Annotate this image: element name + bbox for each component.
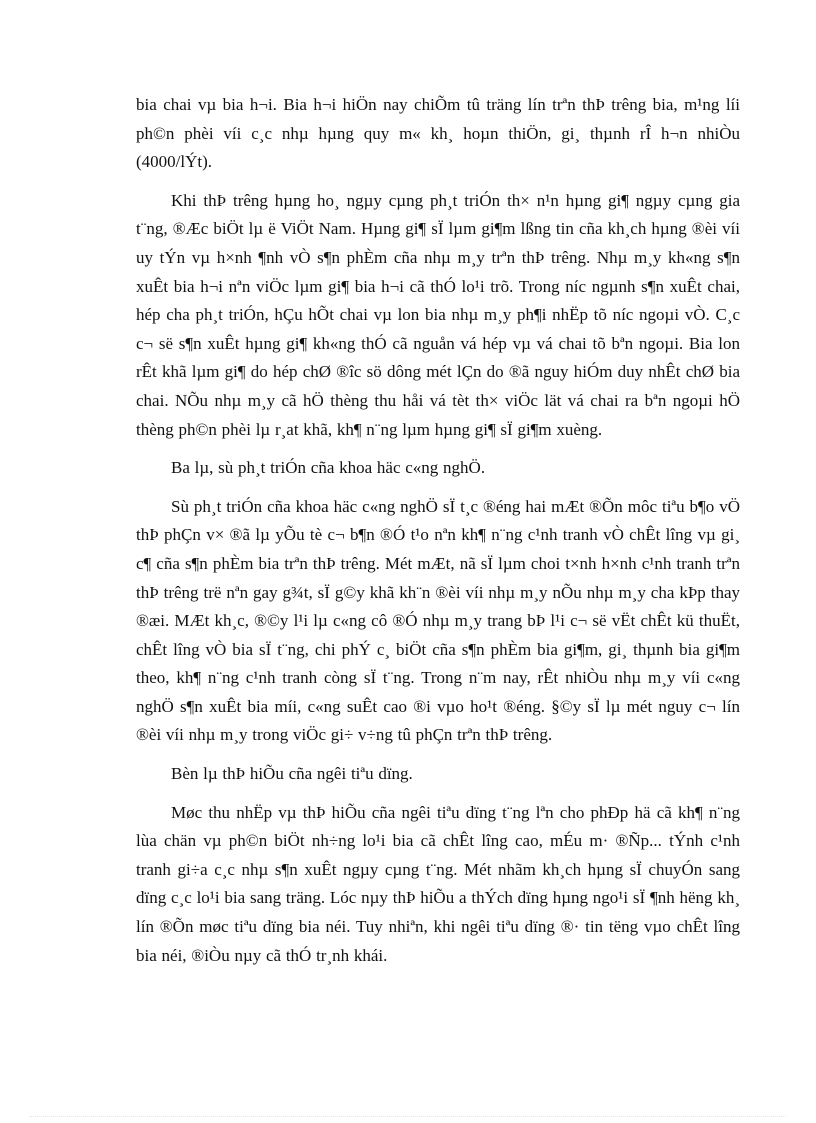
paragraph-heading-technology: Ba lµ, sù ph¸t triÓn cña khoa häc c«ng nghÖ.: [171, 458, 486, 478]
page-bottom-divider: [30, 1116, 786, 1117]
paragraph-counterfeit-goods: Khi thÞ trêng hµng ho¸ ngµy cµng ph¸t triÓn th× n¹n hµng gi¶ ngµy cµng gia t¨ng, ®Æc biÖt lµ ë ViÖt Nam. Hµng gi¶ sÏ lµm gi¶m lßng tin cña kh¸ch hµng ®èi víi uy tÝn vµ h×nh ¶nh vÒ s¶n phÈm cña nhµ m¸y trªn thÞ trêng. Nhµ m¸y kh«ng s¶n xuÊt bia h¬i nªn viÖc lµm gi¶ bia h¬i cã thÓ lo¹i trõ. Trong níc ngµnh s¶n xuÊt chai, hép cha ph¸t triÓn, hÇu hÕt chai vµ lon bia nhµ m¸y ph¶i nhËp tõ níc ngoµi vÒ. C¸c c¬ së s¶n xuÊt hµng gi¶ kh«ng thÓ cã nguån vá hép vµ vá chai tõ bªn ngoµi. Bia lon rÊt khã lµm gi¶ do hép chØ ®îc sö dông mét lÇn do ®ã nguy hiÓm duy nhÊt chØ bia chai. NÕu nhµ m¸y cã hÖ thèng thu håi vá tèt th× viÖc lät vá chai ra bªn ngoµi hÖ thèng ph©n phèi lµ r¸at khã, kh¶ n¨ng lµm hµng gi¶ sÏ gi¶m xuèng.: [136, 190, 740, 439]
paragraph-technology-impact: Sù ph¸t triÓn cña khoa häc c«ng nghÖ sÏ t¸c ®éng hai mÆt ®Õn môc tiªu b¶o vÖ thÞ phÇn v× ®ã lµ yÕu tè c¬ b¶n ®Ó t¹o nªn kh¶ n¨ng c¹nh tranh vÒ chÊt lîng vµ gi¸ c¶ cña s¶n phÈm bia trªn thÞ trêng. Mét mÆt, nã sÏ lµm choi t×nh h×nh c¹nh tranh trªn thÞ trêng trë nªn gay g¾t, sÏ g©y khã kh¨n ®èi víi nhµ m¸y nÕu nhµ m¸y cha kÞp thay ®æi. MÆt kh¸c, ®©y l¹i lµ c«ng cô ®Ó nhµ m¸y trang bÞ l¹i c¬ së vËt chÊt kü thuËt, chÊt lîng vÒ bia sÏ t¨ng, chi phÝ c¸ biÖt cña s¶n phÈm bia gi¶m, gi¸ thµnh bia gi¶m theo, kh¶ n¨ng c¹nh tranh còng sÏ t¨ng. Trong n¨m nay, rÊt nhiÒu nhµ m¸y víi c«ng nghÖ s¶n xuÊt bia míi, c«ng suÊt cao ®i vµo ho¹t ®éng. §©y sÏ lµ mét nguy c¬ lín ®èi víi nhµ m¸y trong viÖc gi÷ v÷ng tû phÇn trªn thÞ trêng.: [136, 496, 740, 745]
document-body: [136, 91, 740, 980]
paragraph-heading-consumer-taste: Bèn lµ thÞ hiÕu cña ngêi tiªu dïng.: [171, 764, 413, 784]
paragraph-consumer-taste: Møc thu nhËp vµ thÞ hiÕu cña ngêi tiªu dïng t¨ng lªn cho phÐp hä cã kh¶ n¨ng lùa chän vµ ph©n biÖt nh÷ng lo¹i bia cã chÊt lîng cao, mÉu m· ®Ñp... tÝnh c¹nh tranh gi÷a c¸c nhµ s¶n xuÊt ngµy cµng t¨ng. Mét nhãm kh¸ch hµng sÏ chuyÓn sang dïng c¸c lo¹i bia sang träng. Lóc nµy thÞ hiÕu a thÝch dïng hµng ngo¹i sÏ ¶nh hëng kh¸ lín ®Õn møc tiªu dïng bia néi. Tuy nhiªn, khi ngêi tiªu dïng ®· tin tëng vµo chÊt lîng bia néi, ®iÒu nµy cã thÓ tr¸nh khái.: [136, 802, 740, 965]
paragraph-continuation: bia chai vµ bia h¬i. Bia h¬i hiÖn nay chiÕm tû träng lín trªn thÞ trêng bia, m¹ng líi ph©n phèi víi c¸c nhµ hµng quy m« kh¸ hoµn thiÖn, gi¸ thµnh rÎ h¬n nhiÒu (4000/lÝt).: [136, 95, 740, 172]
